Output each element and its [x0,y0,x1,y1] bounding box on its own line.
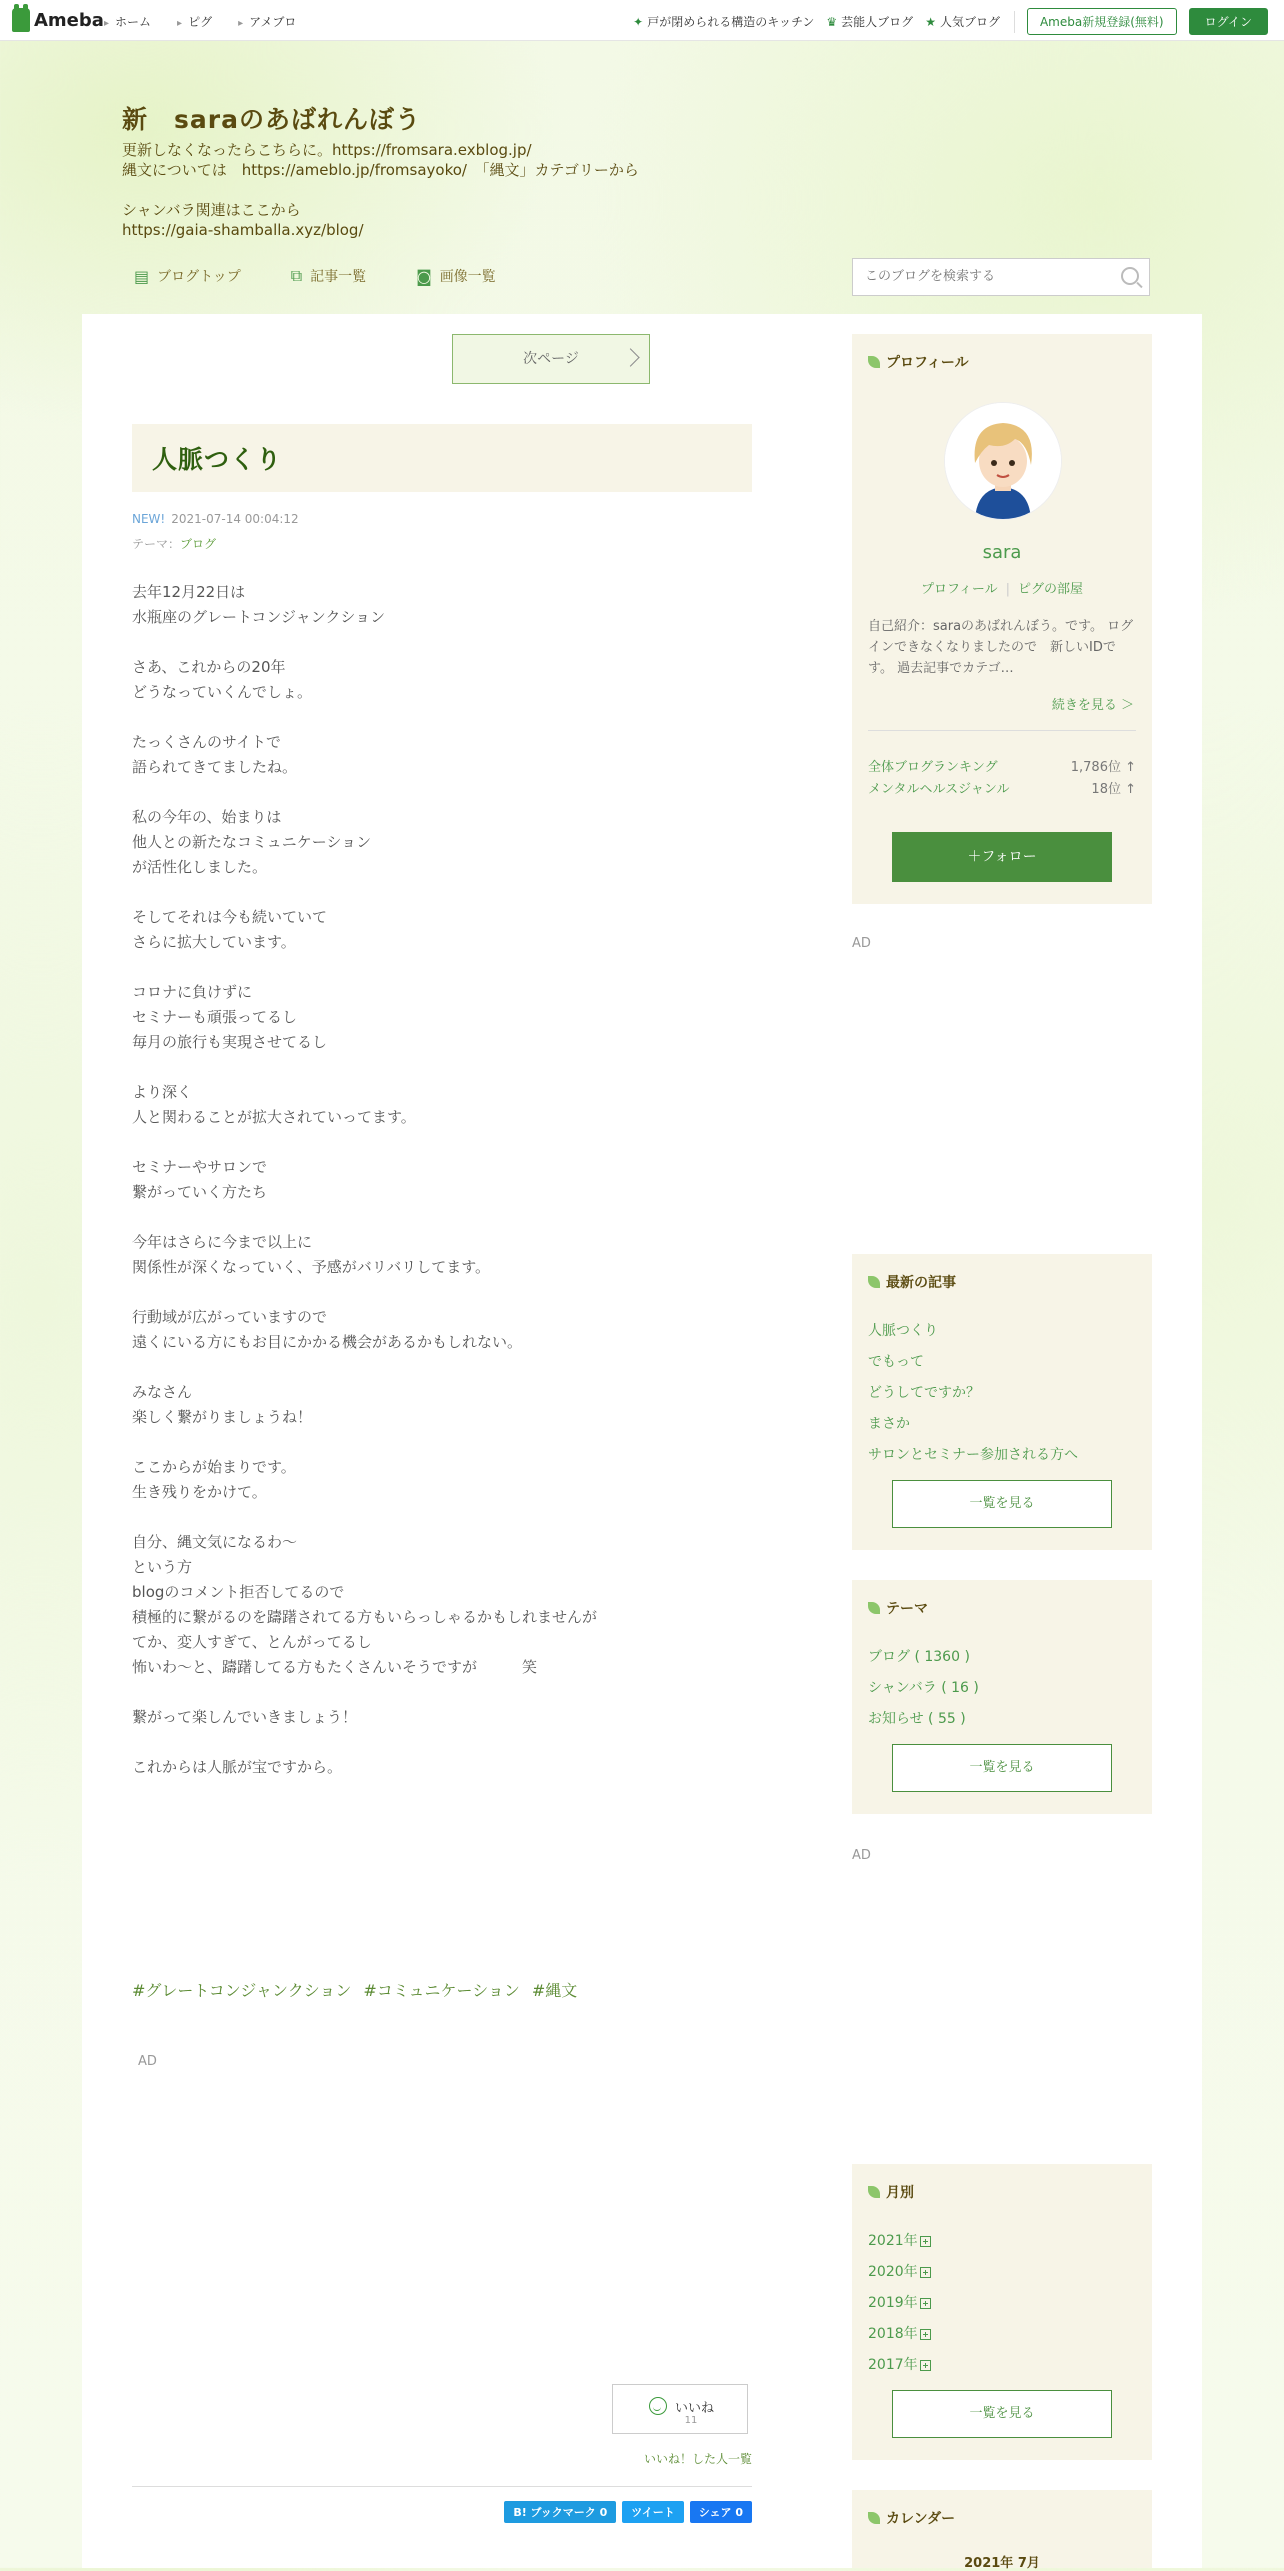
leaf-icon [868,1602,880,1614]
expand-icon[interactable] [920,2360,931,2371]
recent-list [868,1320,1078,1475]
ranking-value: 1,786位 ↑ [1070,760,1136,775]
ranking-genre[interactable] [868,778,1136,797]
register-button[interactable]: Ameba新規登録(無料) [1027,8,1177,35]
like-count: 11 [684,2415,698,2426]
like-button[interactable] [612,2384,748,2434]
ad-label: AD [852,936,871,951]
article-paragraph: セミナーやサロンで 繋がっていく方たち [132,1158,268,1201]
ranking-label: 全体ブログランキング [868,760,998,775]
hashtag-link[interactable]: #グレートコンジャンクション [132,1981,352,2000]
divider [868,730,1136,731]
themes-heading-label: テーマ [886,1601,928,1617]
avatar[interactable] [944,402,1062,520]
document-icon: ▤ [134,266,150,286]
link-kitchen[interactable] [633,13,814,30]
nav-image-list[interactable] [416,266,496,286]
calendar-month: 2021年 7月 [964,2556,1040,2571]
ranking-label: メンタルヘルスジャンル [868,782,1010,797]
recent-entry-link[interactable]: 人脈つくり [868,1323,938,1339]
month-link[interactable] [868,2354,931,2385]
blog-search [852,258,1150,296]
calendar-heading [868,2508,955,2528]
theme-link[interactable]: お知らせ ( 55 ) [868,1711,966,1727]
smile-icon [649,2397,667,2415]
nav-entry-list[interactable] [291,266,366,286]
themes-box [852,1580,1152,1814]
month-label: 2021年 [868,2233,918,2249]
blog-nav [134,266,496,286]
themes-list [868,1646,979,1739]
next-page-button[interactable] [452,334,650,384]
nav-image-list-label: 画像一覧 [439,269,496,285]
new-badge: NEW! [132,512,166,526]
sparkle-icon: ✦ [633,14,644,29]
nav-ameblo[interactable]: ▸ アメブロ [238,13,296,30]
search-input[interactable] [863,268,1107,285]
facebook-share-button[interactable]: シェア 0 [690,2501,752,2523]
global-nav [104,13,296,30]
link-popular-label: 人気ブログ [939,15,1000,29]
profile-box [852,334,1152,904]
recent-entries-box [852,1254,1152,1550]
leaf-icon [868,356,880,368]
article-title[interactable]: 人脈つくり [152,445,283,474]
ranking-overall[interactable] [868,756,1136,775]
recent-entry-link[interactable]: サロンとセミナー参加される方へ [868,1447,1078,1463]
profile-link[interactable]: プロフィール [920,582,998,597]
article-theme [132,535,216,552]
read-more-link[interactable]: 続きを見る ＞ [1051,698,1134,713]
view-all-button[interactable]: 一覧を見る [892,1480,1112,1528]
global-header [0,0,1284,41]
themes-heading [868,1598,928,1618]
article-paragraph: そしてそれは今も続いていて さらに拡大しています。 [132,908,328,951]
link-celebrity-label: 芸能人ブログ [841,15,914,29]
theme-link[interactable]: シャンバラ ( 16 ) [868,1680,979,1696]
profile-description: 自己紹介：saraのあばれんぼう。です。 ログインできなくなりましたので 新しいIDです。 過去記事でカテゴ… [868,619,1134,676]
leaf-icon [868,1276,880,1288]
article-paragraph: 私の今年の、始まりは 他人との新たなコミュニケーション が活性化しました。 [132,808,372,876]
month-label: 2020年 [868,2264,918,2280]
hashtag-link[interactable]: #縄文 [531,1981,578,2000]
hashtag-list [132,1978,577,2001]
pigg-room-link[interactable]: ピグの部屋 [1018,582,1084,597]
month-link[interactable] [868,2230,931,2261]
login-button[interactable]: ログイン [1189,8,1268,35]
nav-blog-top-label: ブログトップ [157,269,241,285]
profile-heading-label: プロフィール [886,355,969,371]
link-popular-blog[interactable] [925,13,1000,30]
view-all-button[interactable]: 一覧を見る [892,1744,1112,1792]
link-kitchen-label: 戸が閉められる構造のキッチン [647,15,815,29]
global-nav-right [633,8,1268,35]
article-paragraph: より深く 人と関わることが拡大されていってます。 [132,1083,416,1126]
hatena-bookmark-button[interactable]: B! ブックマーク 0 [504,2501,616,2523]
article-paragraph: これからは人脈が宝ですから。 [132,1758,343,1776]
profile-heading [868,352,969,372]
view-all-button[interactable]: 一覧を見る [892,2390,1112,2438]
recent-heading-label: 最新の記事 [886,1275,956,1291]
follow-button[interactable]: ＋フォロー [892,832,1112,882]
article-paragraph: たっくさんのサイトで 語られてきてましたね。 [132,733,298,776]
expand-icon[interactable] [920,2236,931,2247]
divider [132,2486,752,2487]
ameba-logo[interactable] [12,8,104,32]
expand-icon[interactable] [920,2267,931,2278]
nav-blog-top[interactable] [134,266,241,286]
logo-text: Ameba [34,9,104,31]
chevron-right-icon [621,348,639,366]
ranking-value: 18位 ↑ [1091,782,1136,797]
recent-entry-link[interactable]: どうしてですか？ [868,1385,980,1401]
calendar-box [852,2490,1152,2571]
recent-entry-link[interactable]: でもって [868,1354,924,1370]
copy-icon: ⧉ [290,266,303,285]
camera-icon: ◙ [416,266,432,286]
profile-name[interactable]: sara [982,542,1022,563]
ad-label: AD [852,1848,871,1863]
monthly-box [852,2164,1152,2460]
like-users-link[interactable]: いいね！した人一覧 [643,2452,752,2466]
leaf-icon [868,2512,880,2524]
month-label: 2019年 [868,2295,918,2311]
article-paragraph: 繋がって楽しんでいきましょう！ [132,1708,358,1726]
article-paragraph: さあ、これからの20年 どうなっていくんでしょ。 [132,658,313,701]
month-link[interactable] [868,2292,931,2323]
article-body [132,580,752,1805]
article-paragraph: コロナに負けずに セミナーも頑張ってるし 毎月の旅行も実現させてるし [132,983,328,1051]
nav-entry-list-label: 記事一覧 [310,269,367,285]
link-celebrity-blog[interactable] [826,13,913,30]
month-label: 2017年 [868,2357,918,2373]
tweet-button[interactable]: ツイート [622,2501,683,2523]
star-icon: ★ [925,14,936,29]
divider [1014,11,1015,33]
nav-pigg[interactable]: ▸ ピグ [177,13,212,30]
article-paragraph: みなさん 楽しく繋がりましょうね！ [132,1383,313,1426]
month-link[interactable] [868,2323,931,2354]
monthly-heading [868,2182,914,2202]
article-paragraph: 自分、縄文気になるわ～ という方 blogのコメント拒否してるので 積極的に繋がるのを躊躇されてる方もいらっしゃるかもしれませんが てか、変人すぎて、とんがってるし 怖いわ～と、躊躇してる方もたくさんいそうですが 笑 [132,1533,598,1676]
article-title-box [132,424,752,492]
article-paragraph: 去年12月22日は 水瓶座のグレートコンジャンクション [132,583,386,626]
article-meta [132,512,299,526]
blog-title[interactable]: 新 saraのあばれんぼう [122,105,421,134]
blog-description: 更新しなくなったらこちらに。https://fromsara.exblog.jp/ 縄文については https://ameblo.jp/fromsayoko/ 「縄文」カテゴリーから シャンバラ関連はここから https://gaia-shamballa.xyz/blog/ [122,141,639,239]
like-label: いいね [675,2401,715,2416]
divider: | [1005,582,1011,597]
share-buttons [504,2501,752,2523]
monthly-heading-label: 月別 [886,2185,914,2201]
article-paragraph: 行動域が広がっていますので 遠くにいる方にもお目にかかる機会があるかもしれない。 [132,1308,523,1351]
month-label: 2018年 [868,2326,918,2342]
hashtag-link[interactable]: #コミュニケーション [363,1981,520,2000]
avatar-illustration [945,403,1061,519]
recent-entry-link[interactable]: まさか [868,1416,910,1432]
nav-home[interactable]: ▸ ホーム [104,13,151,30]
theme-label: テーマ： [132,537,181,551]
expand-icon[interactable] [920,2329,931,2340]
ameba-logo-icon [12,8,30,32]
theme-link[interactable]: ブログ [180,537,217,551]
article-date: 2021-07-14 00:04:12 [171,512,299,526]
calendar-heading-label: カレンダー [886,2511,956,2527]
search-icon[interactable] [1121,267,1139,285]
ad-label: AD [138,2054,157,2069]
monthly-list [868,2230,931,2385]
month-link[interactable] [868,2261,931,2292]
profile-links [852,578,1152,597]
article-paragraph: 今年はさらに今まで以上に 関係性が深くなっていく、予感がバリバリしてます。 [132,1233,491,1276]
recent-heading [868,1272,956,1292]
next-page-label: 次ページ [523,351,579,367]
article-paragraph: ここからが始まりです。 生き残りをかけて。 [132,1458,296,1501]
crown-icon: ♛ [826,14,838,29]
expand-icon[interactable] [920,2298,931,2309]
theme-link[interactable]: ブログ ( 1360 ) [868,1649,970,1665]
leaf-icon [868,2186,880,2198]
